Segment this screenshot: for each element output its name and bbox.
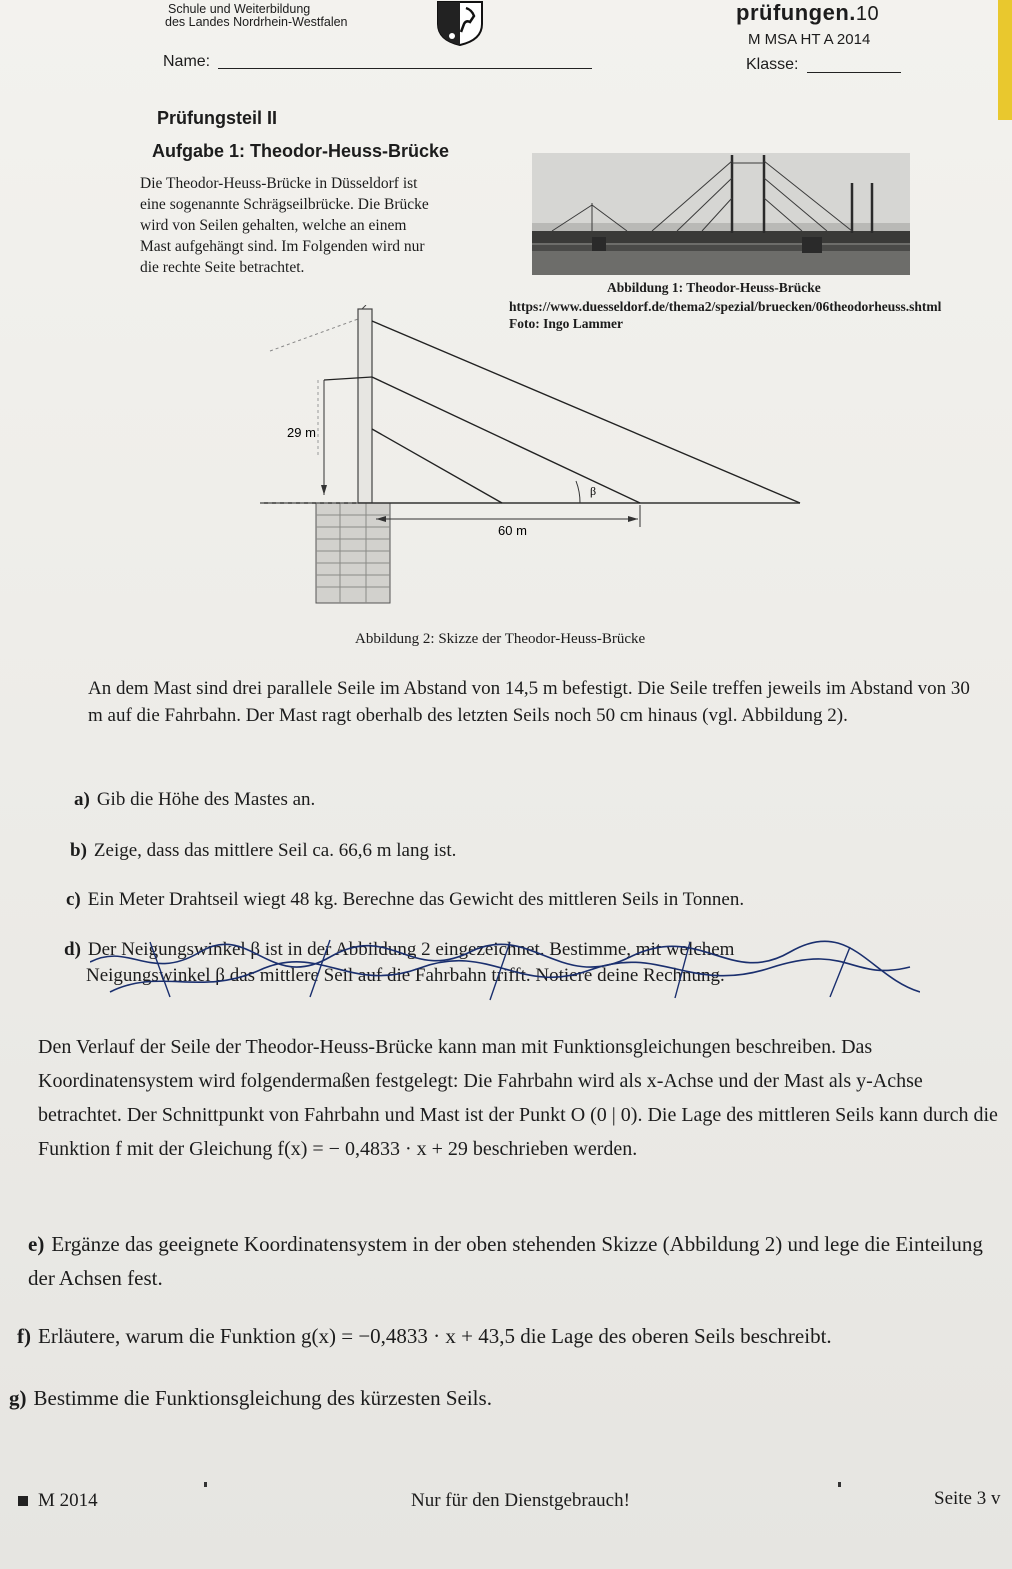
task-f [17, 1323, 832, 1349]
intro-line: eine sogenannte Schrägseilbrücke. Die Brücke [140, 196, 429, 213]
cables [372, 321, 800, 503]
task-d-text-2: Neigungswinkel β das mittlere Seil auf die Fahrbahn trifft. Notiere deine Rechnung. [86, 965, 725, 986]
name-field[interactable] [218, 68, 592, 69]
task-a-text: Gib die Höhe des Mastes an. [96, 789, 316, 810]
task-e-label: e) [28, 1232, 45, 1256]
intro-line: Mast aufgehängt sind. Im Folgenden wird nur [140, 238, 425, 255]
task-e-text: Ergänze das geeignete Koordinatensystem in der oben stehenden Skizze (Abbildung 2) und lege die Einteilung der Achsen fest. [28, 1232, 983, 1290]
footer-page-number: Seite 3 v [934, 1488, 1001, 1509]
task-d-label: d) [64, 939, 81, 960]
intro-text [140, 173, 508, 278]
figure2-caption: Abbildung 2: Skizze der Theodor-Heuss-Brücke [355, 631, 646, 647]
task-b [70, 838, 456, 864]
intro-line: die rechte Seite betrachtet. [140, 259, 305, 276]
task-g-label: g) [9, 1386, 27, 1410]
foundation [316, 503, 390, 603]
task-d-text-1: Der Neigungswinkel β ist in der Abbildung 2 eingezeichnet. Bestimme, mit welchem [87, 939, 735, 960]
task-a-label: a) [74, 789, 90, 810]
school-line-2: des Landes Nordrhein-Westfalen [165, 15, 348, 29]
task-b-text: Zeige, dass das mittlere Seil ca. 66,6 m lang ist. [93, 840, 457, 861]
school-line-1: Schule und Weiterbildung [168, 2, 311, 16]
figure1-credit: Foto: Ingo Lammer [509, 316, 623, 331]
footer-square-icon [18, 1496, 28, 1506]
task-title: Aufgabe 1: Theodor-Heuss-Brücke [152, 141, 450, 161]
exam-id: M MSA HT A 2014 [748, 31, 871, 48]
height-label: 29 m [287, 425, 316, 440]
bridge-photo [532, 153, 910, 275]
class-field[interactable] [807, 72, 901, 73]
angle-label: β [590, 484, 597, 498]
task-b-label: b) [70, 840, 87, 861]
angle-arc [576, 481, 580, 503]
task-f-text: Erläutere, warum die Funktion g(x) = −0,4833 · x + 43,5 die Lage des oberen Seils beschreibt. [38, 1324, 832, 1348]
task-c-label: c) [66, 889, 81, 910]
stray-mark [838, 1482, 841, 1487]
name-label: Name: [163, 53, 211, 70]
footer-middle: Nur für den Dienstgebrauch! [411, 1490, 630, 1511]
intro-line: Die Theodor-Heuss-Brücke in Düsseldorf ist [140, 175, 418, 192]
mast [358, 309, 372, 503]
task-a [74, 787, 315, 813]
problem-paragraph: An dem Mast sind drei parallele Seile im Abstand von 14,5 m befestigt. Die Seile treffen jeweils im Abstand von 30 m auf die Fahrbahn. Der Mast ragt oberhalb des letzten Seils noch 50 cm hinaus (vgl. Abbildung 2). [88, 678, 970, 726]
task-e [28, 1227, 1008, 1295]
stray-mark [204, 1482, 207, 1487]
task-f-label: f) [17, 1324, 31, 1348]
task-g [9, 1385, 492, 1411]
length-label: 60 m [498, 523, 527, 538]
crossed-out-scribble [87, 922, 920, 1002]
figure1-caption: Abbildung 1: Theodor-Heuss-Brücke [607, 280, 821, 295]
function-paragraph: Den Verlauf der Seile der Theodor-Heuss-Brücke kann man mit Funktionsgleichungen beschreiben. Das Koordinatensystem wird folgendermaßen festgelegt: Die Fahrbahn wird als x-Achse und der Mast als y-Achse betrachtet. Der Schnittpunkt von Fahrbahn und Mast ist der Punkt O (0 | 0). Die Lage des mittleren Seils kann durch die Funktion f mit der Gleichung f(x) = − 0,4833 · x + 29 beschrieben werden. [38, 1036, 998, 1160]
bridge-sketch [240, 305, 820, 610]
footer-left-text: M 2014 [38, 1490, 98, 1511]
nrw-crest-icon [432, 0, 488, 46]
part-title: Prüfungsteil II [157, 108, 278, 128]
brand-logo: prüfungen.10 [736, 0, 880, 25]
task-c [66, 887, 744, 913]
intro-line: wird von Seilen gehalten, welche an einem [140, 217, 407, 234]
figure1-source-link[interactable]: https://www.duesseldorf.de/thema2/spezial/bruecken/06theodorheuss.shtml [509, 299, 942, 314]
footer-left [18, 1490, 98, 1512]
task-g-text: Bestimme die Funktionsgleichung des kürzesten Seils. [33, 1386, 492, 1410]
yellow-folder-edge [998, 0, 1012, 120]
task-c-text: Ein Meter Drahtseil wiegt 48 kg. Berechne das Gewicht des mittleren Seils in Tonnen. [87, 889, 745, 910]
class-label: Klasse: [746, 56, 799, 73]
